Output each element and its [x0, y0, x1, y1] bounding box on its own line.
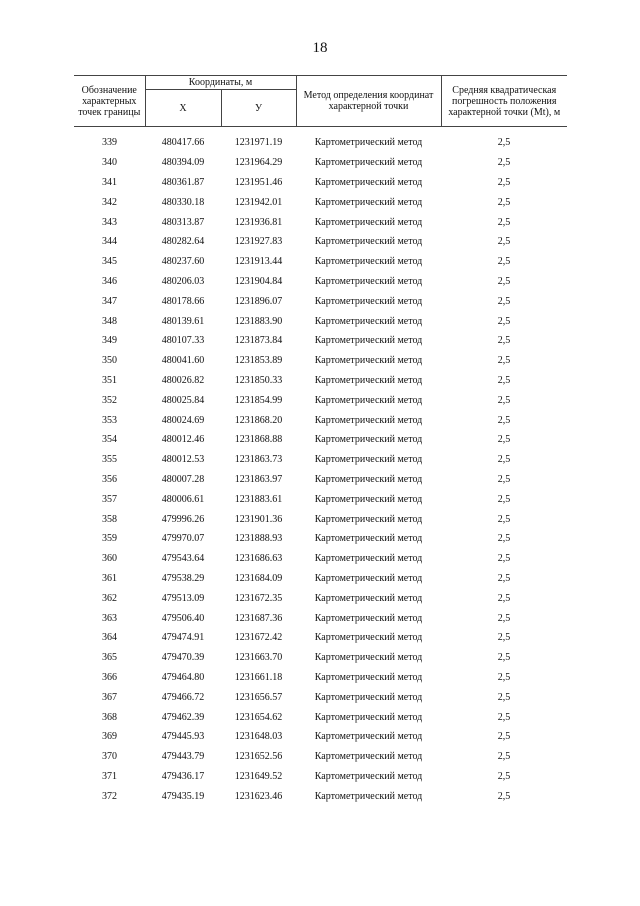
cell-y: 1231684.09 [234, 572, 283, 584]
cell-y: 1231964.29 [234, 157, 283, 169]
cell-point-id: 344 [102, 236, 117, 248]
cell-point-id: 365 [102, 652, 117, 664]
cell-x: 479506.40 [161, 612, 205, 624]
header-y: У [221, 90, 296, 127]
header-point-id: Обозначение характерных точек границы [74, 76, 145, 127]
cell-point-id: 351 [102, 374, 117, 386]
cell-x: 480006.61 [161, 493, 205, 505]
cell-x: 479474.91 [161, 632, 205, 644]
cell-accuracy: 2,5 [497, 572, 511, 584]
table-row [74, 311, 567, 331]
cell-point-id: 359 [102, 533, 117, 545]
cell-accuracy: 2,5 [497, 691, 511, 703]
cell-y: 1231853.89 [234, 355, 283, 367]
cell-method: Картометрический метод [314, 691, 423, 703]
cell-method: Картометрический метод [314, 751, 423, 763]
header-accuracy: Средняя квадратическая погрешность положения характерной точки (Mt), м [441, 76, 567, 127]
cell-x: 480041.60 [161, 355, 205, 367]
table-row [74, 608, 567, 628]
table-row [74, 153, 567, 173]
cell-method: Картометрический метод [314, 374, 423, 386]
cell-method: Картометрический метод [314, 315, 423, 327]
cell-accuracy: 2,5 [497, 493, 511, 505]
page-number: 18 [312, 40, 328, 56]
cell-accuracy: 2,5 [497, 335, 511, 347]
cell-x: 480012.46 [161, 434, 205, 446]
cell-x: 479464.80 [161, 671, 205, 683]
cell-point-id: 368 [102, 711, 117, 723]
cell-accuracy: 2,5 [497, 612, 511, 624]
cell-accuracy: 2,5 [497, 176, 511, 188]
cell-y: 1231868.88 [234, 434, 283, 446]
cell-accuracy: 2,5 [497, 751, 511, 763]
cell-x: 479466.72 [161, 691, 205, 703]
cell-point-id: 345 [102, 256, 117, 268]
cell-point-id: 361 [102, 572, 117, 584]
cell-point-id: 348 [102, 315, 117, 327]
cell-method: Картометрический метод [314, 137, 423, 149]
cell-x: 479996.26 [161, 513, 205, 525]
table-row [74, 410, 567, 430]
cell-y: 1231652.56 [234, 751, 283, 763]
cell-y: 1231888.93 [234, 533, 283, 545]
cell-method: Картометрический метод [314, 256, 423, 268]
cell-point-id: 354 [102, 434, 117, 446]
table-row [74, 232, 567, 252]
cell-method: Картометрический метод [314, 355, 423, 367]
cell-method: Картометрический метод [314, 632, 423, 644]
cell-method: Картометрический метод [314, 216, 423, 228]
table-row [74, 707, 567, 727]
cell-method: Картометрический метод [314, 513, 423, 525]
cell-y: 1231873.84 [234, 335, 283, 347]
cell-x: 480330.18 [161, 196, 205, 208]
cell-y: 1231654.62 [234, 711, 283, 723]
cell-y: 1231971.19 [234, 137, 283, 149]
cell-accuracy: 2,5 [497, 216, 511, 228]
cell-point-id: 342 [102, 196, 117, 208]
cell-accuracy: 2,5 [497, 414, 511, 426]
cell-y: 1231883.90 [234, 315, 283, 327]
cell-x: 480012.53 [161, 454, 205, 466]
cell-accuracy: 2,5 [497, 671, 511, 683]
cell-y: 1231863.97 [234, 473, 283, 485]
cell-point-id: 357 [102, 493, 117, 505]
cell-point-id: 366 [102, 671, 117, 683]
cell-point-id: 363 [102, 612, 117, 624]
table-row [74, 450, 567, 470]
cell-x: 480107.33 [161, 335, 205, 347]
cell-point-id: 369 [102, 731, 117, 743]
cell-x: 480394.09 [161, 157, 205, 169]
cell-point-id: 350 [102, 355, 117, 367]
table-row [74, 371, 567, 391]
cell-y: 1231863.73 [234, 454, 283, 466]
table-row [74, 529, 567, 549]
cell-accuracy: 2,5 [497, 533, 511, 545]
cell-x: 479970.07 [161, 533, 205, 545]
cell-y: 1231663.70 [234, 652, 283, 664]
table-row [74, 668, 567, 688]
cell-method: Картометрический метод [314, 434, 423, 446]
table-body [74, 127, 567, 807]
cell-method: Картометрический метод [314, 592, 423, 604]
cell-point-id: 370 [102, 751, 117, 763]
table-row [74, 430, 567, 450]
cell-y: 1231850.33 [234, 374, 283, 386]
table-row [74, 588, 567, 608]
cell-method: Картометрический метод [314, 275, 423, 287]
table-header [74, 76, 567, 127]
table-row [74, 272, 567, 292]
cell-accuracy: 2,5 [497, 275, 511, 287]
cell-method: Картометрический метод [314, 157, 423, 169]
cell-accuracy: 2,5 [497, 374, 511, 386]
cell-x: 479435.19 [161, 790, 205, 802]
cell-accuracy: 2,5 [497, 434, 511, 446]
cell-method: Картометрический метод [314, 196, 423, 208]
cell-accuracy: 2,5 [497, 137, 511, 149]
cell-y: 1231942.01 [234, 196, 283, 208]
cell-method: Картометрический метод [314, 553, 423, 565]
cell-method: Картометрический метод [314, 414, 423, 426]
table-row [74, 767, 567, 787]
header-coordinates: Координаты, м [145, 76, 296, 90]
cell-y: 1231927.83 [234, 236, 283, 248]
table-row [74, 212, 567, 232]
cell-y: 1231672.42 [234, 632, 283, 644]
cell-y: 1231656.57 [234, 691, 283, 703]
cell-x: 479445.93 [161, 731, 205, 743]
cell-accuracy: 2,5 [497, 394, 511, 406]
cell-x: 480282.64 [161, 236, 205, 248]
cell-point-id: 356 [102, 473, 117, 485]
cell-x: 480007.28 [161, 473, 205, 485]
table-row [74, 687, 567, 707]
cell-point-id: 347 [102, 295, 117, 307]
cell-y: 1231883.61 [234, 493, 283, 505]
cell-method: Картометрический метод [314, 572, 423, 584]
cell-y: 1231649.52 [234, 770, 283, 782]
cell-point-id: 367 [102, 691, 117, 703]
cell-point-id: 364 [102, 632, 117, 644]
cell-x: 479513.09 [161, 592, 205, 604]
cell-x: 480024.69 [161, 414, 205, 426]
cell-accuracy: 2,5 [497, 236, 511, 248]
table-row [74, 648, 567, 668]
cell-method: Картометрический метод [314, 295, 423, 307]
table-row [74, 127, 567, 153]
table-row [74, 489, 567, 509]
cell-x: 480361.87 [161, 176, 205, 188]
cell-y: 1231686.63 [234, 553, 283, 565]
cell-x: 479462.39 [161, 711, 205, 723]
table-row [74, 747, 567, 767]
header-method: Метод определения координат характерной точки [296, 76, 441, 127]
header-x: X [145, 90, 221, 127]
cell-point-id: 343 [102, 216, 117, 228]
cell-point-id: 372 [102, 790, 117, 802]
cell-accuracy: 2,5 [497, 315, 511, 327]
cell-method: Картометрический метод [314, 394, 423, 406]
cell-y: 1231661.18 [234, 671, 283, 683]
cell-accuracy: 2,5 [497, 355, 511, 367]
table-row [74, 509, 567, 529]
cell-method: Картометрический метод [314, 652, 423, 664]
table-row [74, 569, 567, 589]
table-row [74, 291, 567, 311]
cell-x: 480417.66 [161, 137, 205, 149]
cell-accuracy: 2,5 [497, 731, 511, 743]
cell-point-id: 341 [102, 176, 117, 188]
table-row [74, 628, 567, 648]
cell-y: 1231854.99 [234, 394, 283, 406]
cell-method: Картометрический метод [314, 176, 423, 188]
cell-y: 1231648.03 [234, 731, 283, 743]
cell-y: 1231951.46 [234, 176, 283, 188]
cell-x: 479543.64 [161, 553, 205, 565]
cell-y: 1231687.36 [234, 612, 283, 624]
cell-method: Картометрический метод [314, 671, 423, 683]
cell-y: 1231904.84 [234, 275, 283, 287]
cell-accuracy: 2,5 [497, 711, 511, 723]
cell-method: Картометрический метод [314, 493, 423, 505]
cell-method: Картометрический метод [314, 770, 423, 782]
table-row [74, 331, 567, 351]
table-row [74, 549, 567, 569]
cell-point-id: 349 [102, 335, 117, 347]
cell-accuracy: 2,5 [497, 295, 511, 307]
cell-x: 480026.82 [161, 374, 205, 386]
cell-y: 1231936.81 [234, 216, 283, 228]
cell-x: 480025.84 [161, 394, 205, 406]
cell-point-id: 346 [102, 275, 117, 287]
cell-x: 480139.61 [161, 315, 205, 327]
table-row [74, 192, 567, 212]
cell-x: 480206.03 [161, 275, 205, 287]
cell-accuracy: 2,5 [497, 592, 511, 604]
cell-y: 1231901.36 [234, 513, 283, 525]
cell-accuracy: 2,5 [497, 513, 511, 525]
cell-method: Картометрический метод [314, 731, 423, 743]
cell-point-id: 352 [102, 394, 117, 406]
cell-point-id: 371 [102, 770, 117, 782]
table-row [74, 252, 567, 272]
cell-accuracy: 2,5 [497, 770, 511, 782]
cell-accuracy: 2,5 [497, 473, 511, 485]
cell-method: Картометрический метод [314, 236, 423, 248]
cell-method: Картометрический метод [314, 473, 423, 485]
cell-y: 1231896.07 [234, 295, 283, 307]
cell-y: 1231868.20 [234, 414, 283, 426]
cell-x: 479443.79 [161, 751, 205, 763]
cell-y: 1231672.35 [234, 592, 283, 604]
cell-accuracy: 2,5 [497, 652, 511, 664]
cell-y: 1231913.44 [234, 256, 283, 268]
cell-accuracy: 2,5 [497, 790, 511, 802]
table-row [74, 470, 567, 490]
table-row [74, 786, 567, 806]
cell-x: 479470.39 [161, 652, 205, 664]
cell-method: Картометрический метод [314, 335, 423, 347]
cell-accuracy: 2,5 [497, 632, 511, 644]
cell-method: Картометрический метод [314, 711, 423, 723]
cell-x: 479538.29 [161, 572, 205, 584]
cell-accuracy: 2,5 [497, 553, 511, 565]
cell-x: 480237.60 [161, 256, 205, 268]
cell-x: 479436.17 [161, 770, 205, 782]
cell-x: 480313.87 [161, 216, 205, 228]
cell-point-id: 362 [102, 592, 117, 604]
cell-method: Картометрический метод [314, 612, 423, 624]
cell-point-id: 358 [102, 513, 117, 525]
cell-x: 480178.66 [161, 295, 205, 307]
cell-accuracy: 2,5 [497, 196, 511, 208]
coordinates-table [74, 75, 567, 806]
table-row [74, 390, 567, 410]
cell-method: Картометрический метод [314, 533, 423, 545]
cell-accuracy: 2,5 [497, 157, 511, 169]
cell-accuracy: 2,5 [497, 454, 511, 466]
cell-point-id: 340 [102, 157, 117, 169]
table-row [74, 351, 567, 371]
cell-point-id: 339 [102, 137, 117, 149]
cell-point-id: 360 [102, 553, 117, 565]
table-row [74, 173, 567, 193]
cell-method: Картометрический метод [314, 790, 423, 802]
cell-accuracy: 2,5 [497, 256, 511, 268]
cell-point-id: 353 [102, 414, 117, 426]
cell-y: 1231623.46 [234, 790, 283, 802]
cell-point-id: 355 [102, 454, 117, 466]
table-row [74, 727, 567, 747]
cell-method: Картометрический метод [314, 454, 423, 466]
